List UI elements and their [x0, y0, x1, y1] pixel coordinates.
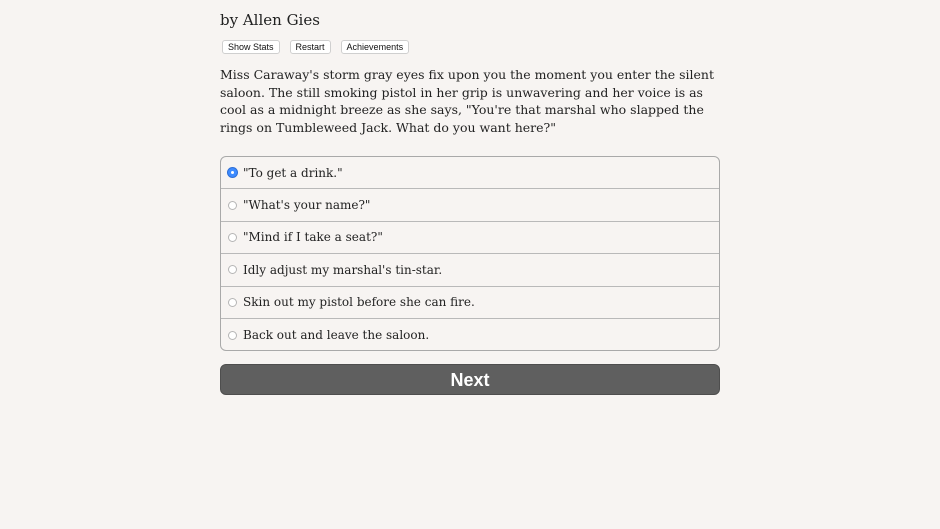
radio-button-icon[interactable]	[228, 298, 237, 307]
choice-label: "What's your name?"	[243, 198, 371, 213]
show-stats-button[interactable]: Show Stats	[222, 40, 280, 54]
choice-label: "Mind if I take a seat?"	[243, 230, 383, 245]
radio-button-icon[interactable]	[228, 331, 237, 340]
restart-button[interactable]: Restart	[290, 40, 331, 54]
radio-button-icon[interactable]	[228, 201, 237, 210]
choice-option[interactable]	[221, 189, 719, 221]
story-text: Miss Caraway's storm gray eyes fix upon you the moment you enter the silent saloon. The still smoking pistol in her grip is unwavering and her voice is as cool as a midnight breeze as she says, "You're that marshal who slapped the rings on Tumbleweed Jack. What do you want here?"	[220, 67, 715, 135]
author-byline: by Allen Gies	[220, 11, 320, 29]
choice-label: Skin out my pistol before she can fire.	[243, 295, 475, 310]
radio-button-icon[interactable]	[228, 168, 237, 177]
choice-option[interactable]	[221, 222, 719, 254]
choice-option[interactable]	[221, 319, 719, 351]
radio-button-icon[interactable]	[228, 233, 237, 242]
choice-list	[220, 156, 720, 351]
choice-option[interactable]	[221, 254, 719, 286]
achievements-button[interactable]: Achievements	[341, 40, 410, 54]
choice-option[interactable]	[221, 157, 719, 189]
radio-button-icon[interactable]	[228, 265, 237, 274]
toolbar	[222, 40, 409, 54]
next-button[interactable]: Next	[220, 364, 720, 395]
choice-label: "To get a drink."	[243, 165, 343, 180]
choice-option[interactable]	[221, 287, 719, 319]
choice-label: Idly adjust my marshal's tin-star.	[243, 262, 443, 277]
choice-label: Back out and leave the saloon.	[243, 328, 430, 343]
